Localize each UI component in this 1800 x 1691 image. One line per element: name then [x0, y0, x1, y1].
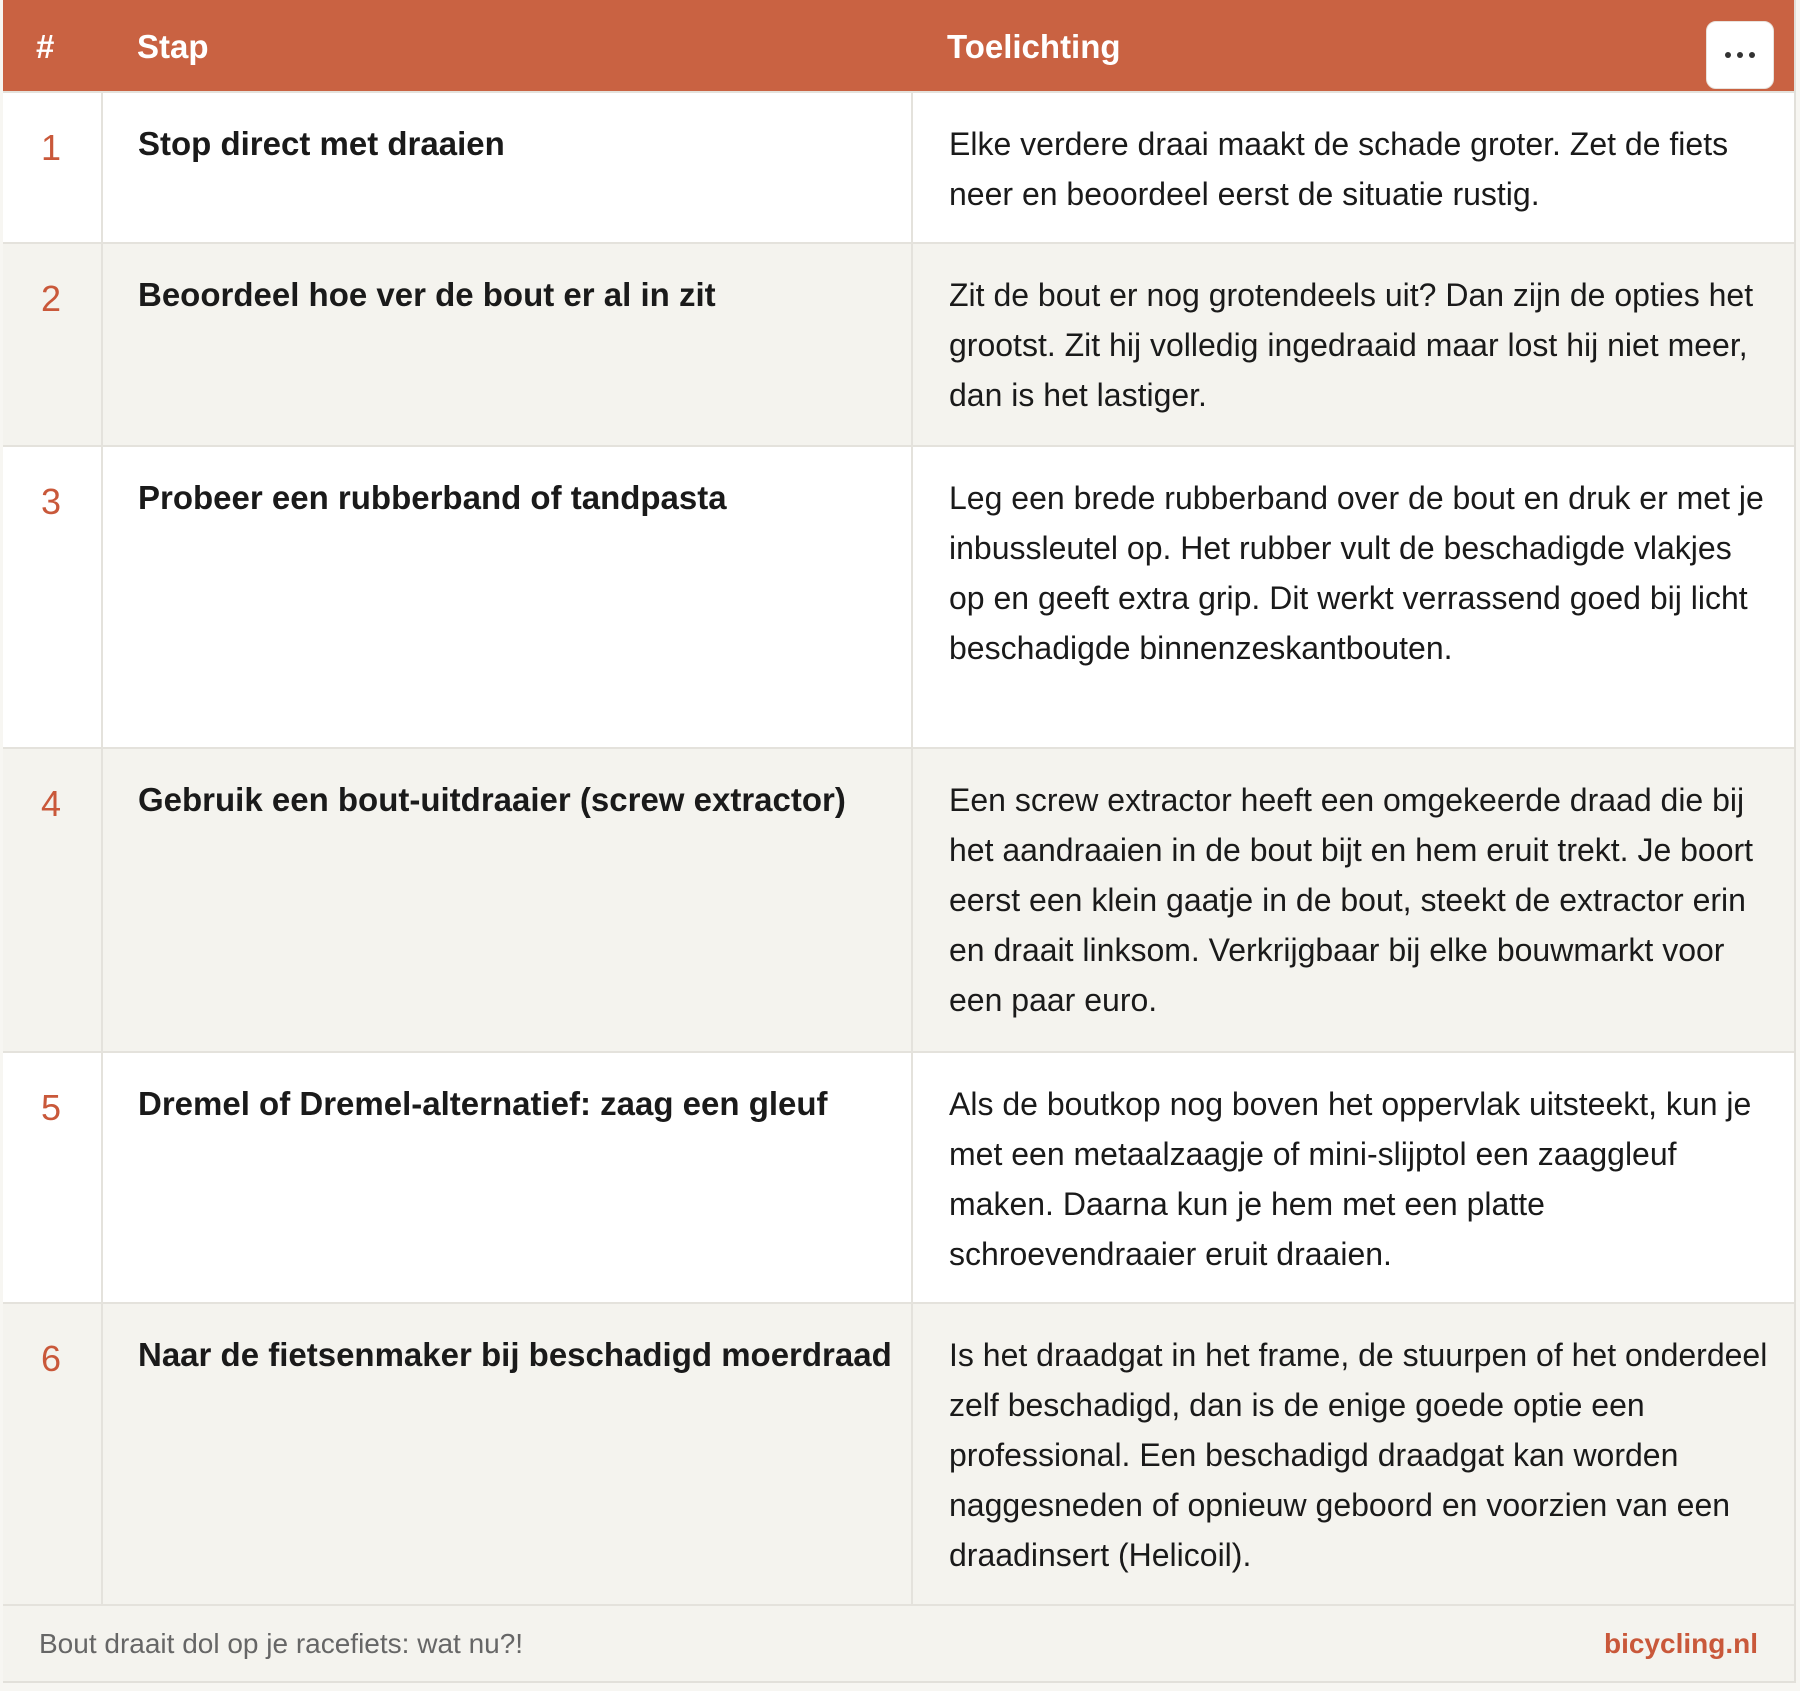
table-row [3, 242, 1794, 445]
table-row [3, 91, 1794, 242]
step-number: 3 [41, 481, 62, 522]
table-row [3, 1302, 1794, 1604]
cell-explanation [913, 447, 1794, 747]
footer-title: Bout draait dol op je racefiets: wat nu?! [39, 1628, 524, 1659]
step-explanation: Is het draadgat in het frame, de stuurpen of het onderdeel zelf beschadigd, dan is de enige goede optie een professional. Een beschadigd draadgat kan worden naggesneden of opnieuw geboord en voorzien van een draadinsert (Helicoil). [949, 1337, 1768, 1573]
more-options-button[interactable] [1706, 21, 1774, 89]
step-explanation: Elke verdere draai maakt de schade groter. Zet de fiets neer en beoordeel eerst de situatie rustig. [949, 126, 1729, 212]
source-link[interactable]: bicycling.nl [1603, 1628, 1758, 1659]
table-header [3, 0, 1794, 91]
step-explanation: Leg een brede rubberband over de bout en druk er met je inbussleutel op. Het rubber vult de beschadigde vlakjes op en geeft extra grip. Dit werkt verrassend goed bij licht beschadigde binnenzeskantbouten. [949, 480, 1764, 666]
step-title: Probeer een rubberband of tandpasta [138, 479, 727, 516]
table-row [3, 747, 1794, 1051]
cell-step [103, 1304, 913, 1604]
cell-explanation [913, 1053, 1794, 1302]
cell-explanation [913, 244, 1794, 445]
step-title: Beoordeel hoe ver de bout er al in zit [138, 276, 716, 313]
table-footer [3, 1604, 1794, 1681]
steps-table [3, 0, 1796, 1683]
cell-explanation [913, 1304, 1794, 1604]
step-explanation: Als de boutkop nog boven het oppervlak uitsteekt, kun je met een metaalzaagje of mini-slijptol een zaaggleuf maken. Daarna kun je hem met een platte schroevendraaier eruit draaien. [949, 1086, 1752, 1272]
more-horizontal-icon-dot [1737, 52, 1743, 58]
step-explanation: Zit de bout er nog grotendeels uit? Dan zijn de opties het grootst. Zit hij volledig ingedraaid maar lost hij niet meer, dan is het lastiger. [949, 277, 1754, 413]
step-number: 6 [41, 1338, 62, 1379]
cell-number [3, 1053, 103, 1302]
cell-step [103, 244, 913, 445]
header-explanation: Toelichting [947, 28, 1121, 65]
cell-step [103, 447, 913, 747]
more-horizontal-icon-dot [1749, 52, 1755, 58]
step-title: Gebruik een bout-uitdraaier (screw extractor) [138, 781, 846, 818]
step-explanation: Een screw extractor heeft een omgekeerde draad die bij het aandraaien in de bout bijt en hem eruit trekt. Je boort eerst een klein gaatje in de bout, steekt de extractor erin en draait linksom. Verkrijgbaar bij elke bouwmarkt voor een paar euro. [949, 782, 1754, 1018]
step-number: 4 [41, 783, 62, 824]
more-horizontal-icon [1725, 52, 1731, 58]
cell-number [3, 1304, 103, 1604]
table-row [3, 1051, 1794, 1302]
table-row [3, 445, 1794, 747]
cell-number [3, 93, 103, 242]
header-step: Stap [137, 28, 209, 65]
step-number: 5 [41, 1087, 62, 1128]
step-title: Stop direct met draaien [138, 125, 505, 162]
step-title: Dremel of Dremel-alternatief: zaag een gleuf [138, 1085, 828, 1122]
step-number: 1 [41, 127, 62, 168]
cell-step [103, 1053, 913, 1302]
cell-number [3, 447, 103, 747]
cell-step [103, 93, 913, 242]
step-title: Naar de fietsenmaker bij beschadigd moerdraad [138, 1336, 892, 1373]
header-number: # [36, 28, 55, 65]
cell-step [103, 749, 913, 1051]
cell-explanation [913, 749, 1794, 1051]
cell-number [3, 244, 103, 445]
cell-explanation [913, 93, 1794, 242]
cell-number [3, 749, 103, 1051]
step-number: 2 [41, 278, 62, 319]
